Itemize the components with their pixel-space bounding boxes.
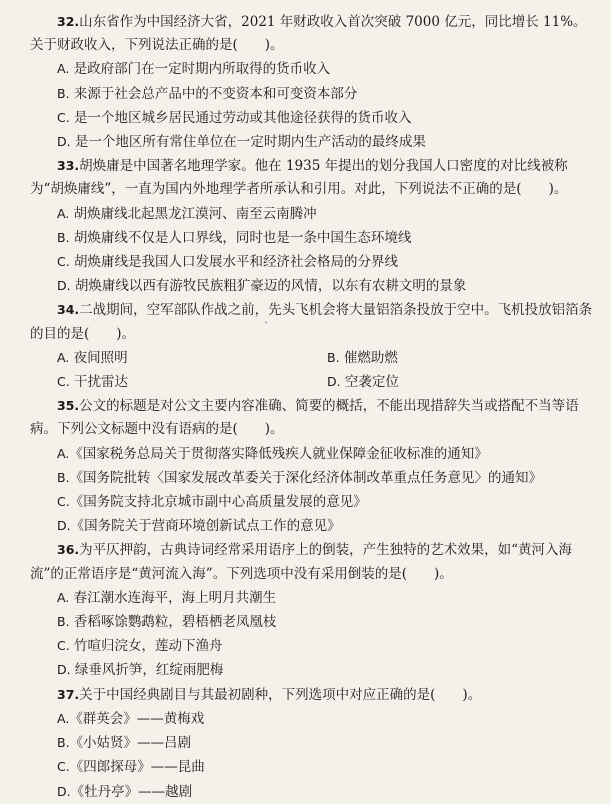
stray-tick-mark: ˋ: [264, 322, 269, 333]
question-stem: 32.山东省作为中国经济大省，2021 年财政收入首次突破 7000 亿元，同比增长 11%。关于财政收入，下列说法正确的是( )。: [30, 14, 587, 54]
question-37: [30, 683, 597, 804]
question-stem: 36.为平仄押韵，古典诗词经常采用语序上的倒装，产生独特的艺术效果，如“黄河入海流”的正常语序是“黄河流入海”。下列选项中没有采用倒装的是( )。: [30, 542, 573, 582]
question-number: 35.: [57, 398, 80, 414]
question-number: 33.: [57, 158, 80, 174]
option-c: C. 胡焕庸线是我国人口发展水平和经济社会格局的分界线: [57, 254, 398, 271]
option-row: [30, 346, 597, 370]
option-b: B.《小姑贤》——吕剧: [57, 735, 192, 752]
option-a: A.《群英会》——黄梅戏: [57, 710, 205, 727]
option-c: C. 是一个地区城乡居民通过劳动或其他途径获得的货币收入: [57, 109, 412, 126]
option-c: C. 竹喧归浣女，莲动下渔舟: [57, 638, 223, 655]
question-stem: 35.公文的标题是对公文主要内容准确、简要的概括，不能出现措辞失当或搭配不当等语病。下列公文标题中没有语病的是( )。: [30, 398, 579, 438]
question-32: [30, 10, 597, 154]
option-row: [30, 370, 597, 394]
option-d: D. 空袭定位: [327, 374, 399, 391]
option-a: A.《国家税务总局关于贯彻落实降低残疾人就业保障金征收标准的通知》: [57, 445, 488, 462]
option-d: D.《牡丹亭》——越剧: [57, 783, 193, 800]
option-d: D. 是一个地区所有常住单位在一定时期内生产活动的最终成果: [57, 134, 426, 151]
option-a: A. 胡焕庸线北起黑龙江漠河、南至云南腾冲: [57, 205, 317, 222]
question-number: 37.: [57, 686, 80, 702]
question-number: 34.: [57, 302, 80, 318]
option-a: A. 是政府部门在一定时期内所取得的货币收入: [57, 61, 331, 78]
option-c: C.《国务院支持北京城市副中心高质量发展的意见》: [57, 494, 367, 511]
question-number: 32.: [57, 14, 80, 29]
option-d: D.《国务院关于营商环境创新试点工作的意见》: [57, 518, 341, 535]
option-a: A. 春江潮水连海平，海上明月共潮生: [57, 589, 277, 606]
option-b: B. 胡焕庸线不仅是人口界线，同时也是一条中国生态环境线: [57, 229, 412, 246]
option-d: D. 绿垂风折笋，红绽雨肥梅: [57, 662, 224, 679]
option-b: B. 催燃助燃: [327, 349, 398, 366]
question-36: [30, 538, 597, 682]
option-b: B. 香稻啄馀鹦鹉粒，碧梧栖老凤凰枝: [57, 614, 277, 631]
question-stem: 34.二战期间，空军部队作战之前，先头飞机会将大量铝箔条投放于空中。飞机投放铝箔条的目的是( )。: [30, 302, 593, 342]
option-d: D. 胡焕庸线以西有游牧民族粗犷豪迈的风情，以东有农耕文明的景象: [57, 278, 467, 295]
question-34: [30, 298, 597, 394]
question-stem: 33.胡焕庸是中国著名地理学家。他在 1935 年提出的划分我国人口密度的对比线被称为“胡焕庸线”，一直为国内外地理学者所承认和引用。对此，下列说法不正确的是( )。: [30, 158, 568, 198]
question-stem: 37.关于中国经典剧目与其最初剧种，下列选项中对应正确的是( )。: [57, 686, 482, 703]
option-b: B.《国务院批转〈国家发展改革委关于深化经济体制改革重点任务意见〉的通知》: [57, 469, 543, 486]
question-33: [30, 154, 597, 298]
question-number: 36.: [57, 542, 80, 558]
option-c: C. 干扰雷达: [57, 374, 128, 391]
option-c: C.《四郎探母》——昆曲: [57, 759, 205, 776]
question-35: [30, 394, 597, 538]
option-a: A. 夜间照明: [57, 349, 128, 366]
option-b: B. 来源于社会总产品中的不变资本和可变资本部分: [57, 85, 358, 102]
